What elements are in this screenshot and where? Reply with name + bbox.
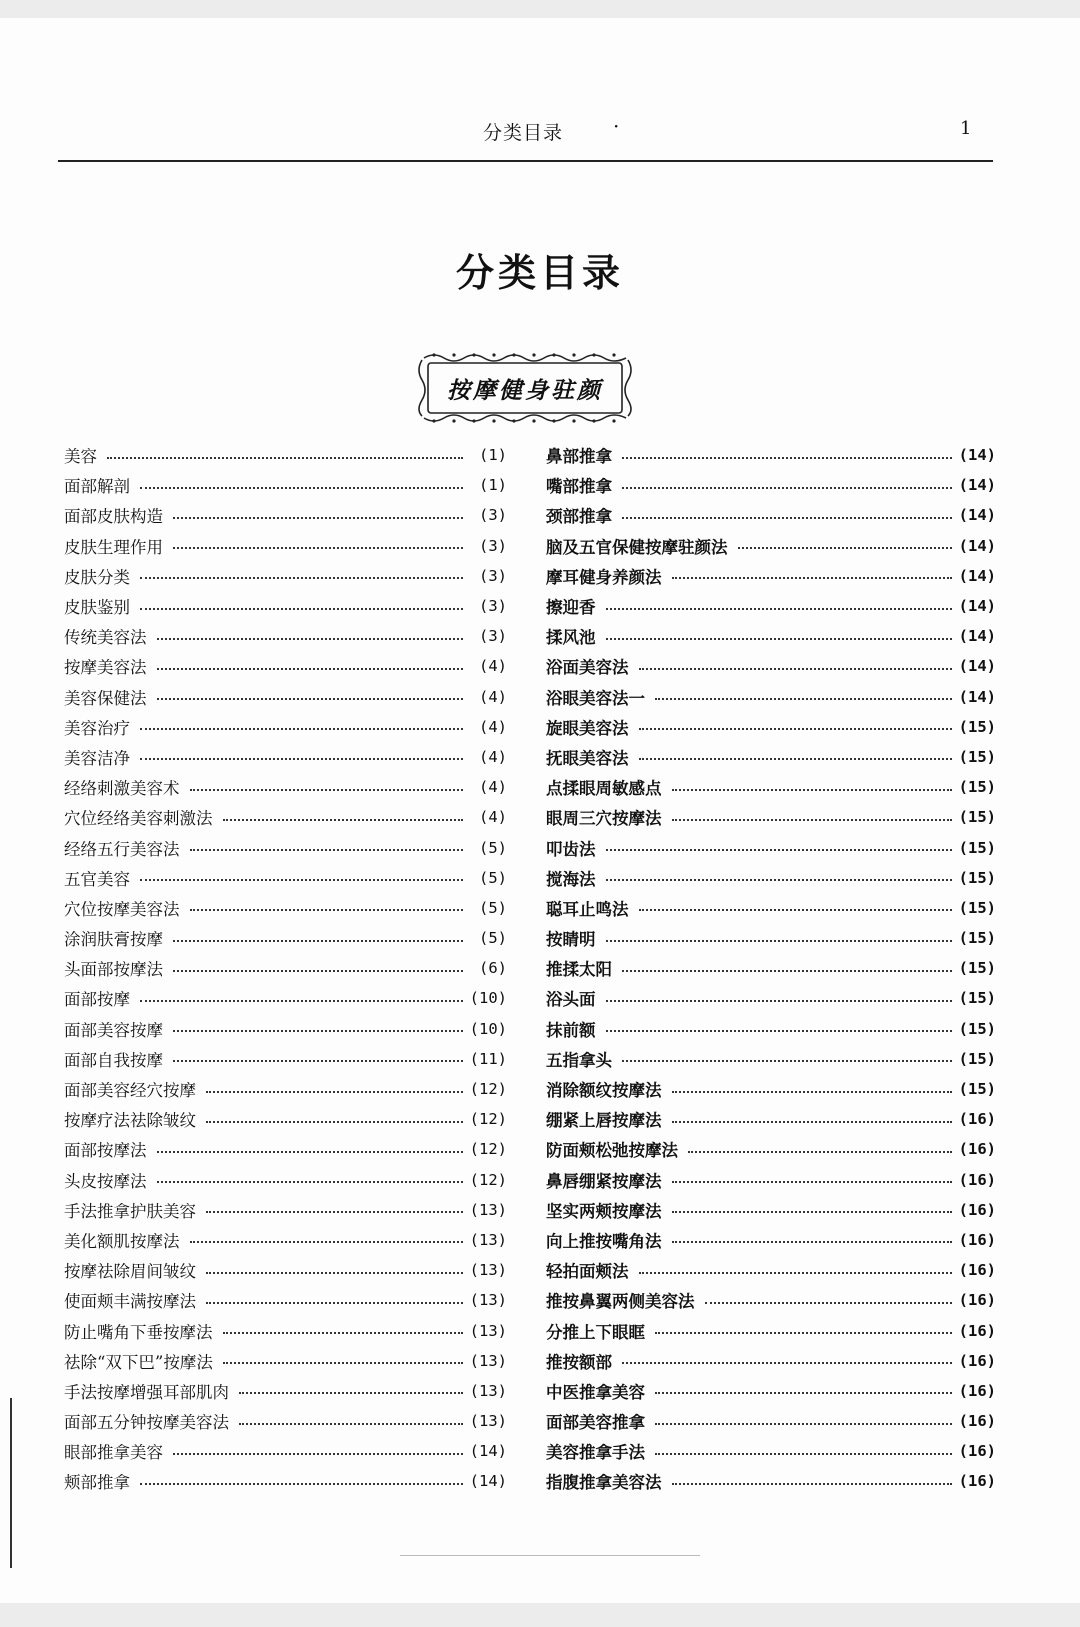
toc-entry-title: 经络刺激美容术 [64, 779, 180, 799]
toc-entry-title: 头皮按摩法 [64, 1171, 147, 1191]
toc-entry-title: 旋眼美容法 [546, 718, 629, 738]
toc-entry-title: 面部美容推拿 [546, 1413, 645, 1433]
dot-leader [206, 1120, 463, 1123]
toc-entry [546, 470, 996, 500]
toc-entry-page: (15) [958, 1080, 996, 1099]
toc-entry-page: (15) [958, 808, 996, 827]
toc-entry [64, 1104, 507, 1134]
toc-entry-page: (16) [958, 1200, 996, 1219]
toc-entry [64, 591, 507, 621]
toc-entry-title: 五指拿头 [546, 1050, 612, 1070]
toc-entry-page: (3) [479, 536, 507, 555]
dot-leader [606, 1029, 953, 1032]
toc-entry-page: (15) [958, 929, 996, 948]
toc-entry-title: 眼部推拿美容 [64, 1443, 163, 1463]
dot-leader [606, 637, 953, 640]
toc-entry [64, 1195, 507, 1225]
toc-entry-page: (3) [479, 566, 507, 585]
toc-entry-title: 揉风池 [546, 628, 596, 648]
toc-entry [546, 1436, 996, 1466]
toc-entry [64, 1014, 507, 1044]
toc-entry-page: (16) [958, 1110, 996, 1129]
toc-entry-title: 面部按摩 [64, 990, 130, 1010]
dot-leader [672, 1482, 953, 1485]
toc-entry-title: 浴头面 [546, 990, 596, 1010]
toc-entry [546, 1074, 996, 1104]
toc-entry-title: 美容治疗 [64, 718, 130, 738]
toc-entry-title: 分推上下眼眶 [546, 1322, 645, 1342]
page-number: 1 [960, 118, 972, 139]
toc-entry-page: (5) [479, 868, 507, 887]
toc-entry-page: (15) [958, 868, 996, 887]
toc-entry [64, 651, 507, 681]
toc-entry [546, 832, 996, 862]
dot-leader [622, 516, 952, 519]
toc-entry [64, 1406, 507, 1436]
dot-leader [140, 999, 463, 1002]
toc-entry-page: (5) [479, 929, 507, 948]
toc-entry [546, 1165, 996, 1195]
toc-entry [64, 923, 507, 953]
toc-entry-page: (15) [958, 989, 996, 1008]
toc-entry-title: 经络五行美容法 [64, 839, 180, 859]
toc-entry [546, 1255, 996, 1285]
toc-entry [64, 1315, 507, 1345]
toc-entry-page: (16) [958, 1230, 996, 1249]
toc-entry [64, 742, 507, 772]
toc-entry-title: 祛除“双下巴”按摩法 [64, 1352, 213, 1372]
toc-entry-title: 美容洁净 [64, 748, 130, 768]
toc-entry [64, 621, 507, 651]
toc-left-column [64, 440, 507, 1497]
toc-entry-title: 按摩祛除眉间皱纹 [64, 1262, 196, 1282]
toc-entry-title: 皮肤鉴别 [64, 598, 130, 618]
toc-entry-page: (12) [469, 1140, 507, 1159]
toc-entry [546, 953, 996, 983]
dot-leader [107, 456, 463, 459]
toc-entry-page: (14) [958, 476, 996, 495]
toc-entry-title: 面部皮肤构造 [64, 507, 163, 527]
dot-leader [223, 818, 464, 821]
toc-entry-title: 按摩疗法祛除皱纹 [64, 1111, 196, 1131]
toc-entry [64, 561, 507, 591]
toc-entry [64, 802, 507, 832]
dot-leader [239, 1422, 463, 1425]
toc-entry-title: 传统美容法 [64, 628, 147, 648]
toc-entry [64, 1134, 507, 1164]
dot-leader [157, 1180, 464, 1183]
toc-entry-page: (16) [958, 1321, 996, 1340]
toc-entry-page: (15) [958, 838, 996, 857]
dot-leader [622, 486, 952, 489]
toc-entry-title: 叩齿法 [546, 839, 596, 859]
dot-leader [672, 1090, 953, 1093]
toc-entry-title: 抹前额 [546, 1020, 596, 1040]
toc-entry-title: 搅海法 [546, 869, 596, 889]
toc-entry-page: (15) [958, 747, 996, 766]
toc-entry [546, 531, 996, 561]
toc-entry [546, 1104, 996, 1134]
toc-entry [546, 802, 996, 832]
toc-entry [64, 953, 507, 983]
toc-entry-title: 眼周三穴按摩法 [546, 809, 662, 829]
dot-leader [655, 1452, 952, 1455]
toc-entry [546, 1466, 996, 1496]
toc-entry-title: 点揉眼周敏感点 [546, 779, 662, 799]
toc-entry [546, 1315, 996, 1345]
dot-leader [157, 667, 464, 670]
toc-entry [546, 1406, 996, 1436]
toc-entry-title: 美容 [64, 447, 97, 467]
toc-entry [546, 591, 996, 621]
toc-entry-page: (14) [469, 1442, 507, 1461]
dot-leader [206, 1301, 463, 1304]
toc-entry-page: (16) [958, 1291, 996, 1310]
toc-entry [546, 440, 996, 470]
toc-entry-title: 美化额肌按摩法 [64, 1231, 180, 1251]
toc-entry [546, 1195, 996, 1225]
dot-leader [173, 1059, 463, 1062]
toc-entry-title: 颈部推拿 [546, 507, 612, 527]
dot-leader [190, 908, 464, 911]
toc-entry [546, 1044, 996, 1074]
toc-entry [546, 682, 996, 712]
toc-entry-page: (14) [958, 627, 996, 646]
dot-leader [140, 576, 463, 579]
dot-leader [655, 1422, 952, 1425]
toc-entry-page: (16) [958, 1170, 996, 1189]
toc-entry-title: 防止嘴角下垂按摩法 [64, 1322, 213, 1342]
toc-entry-page: (14) [958, 687, 996, 706]
toc-entry-title: 穴位按摩美容法 [64, 899, 180, 919]
dot-leader [140, 1482, 463, 1485]
scan-margin-line [10, 1398, 12, 1568]
toc-entry-page: (14) [958, 597, 996, 616]
toc-entry [64, 1346, 507, 1376]
toc-entry-page: (4) [479, 657, 507, 676]
dot-leader [672, 1180, 953, 1183]
toc-entry-title: 鼻部推拿 [546, 447, 612, 467]
dot-leader [705, 1301, 953, 1304]
toc-entry [64, 1376, 507, 1406]
toc-entry-title: 中医推拿美容 [546, 1382, 645, 1402]
dot-leader [173, 516, 463, 519]
toc-entry-page: (13) [469, 1230, 507, 1249]
toc-entry [64, 531, 507, 561]
toc-entry [64, 440, 507, 470]
dot-leader [606, 999, 953, 1002]
toc-entry [546, 621, 996, 651]
toc-entry [64, 712, 507, 742]
dot-leader [173, 1029, 463, 1032]
toc-entry [546, 893, 996, 923]
dot-leader [223, 1331, 464, 1334]
scan-bottom-mark [400, 1555, 700, 1556]
toc-entry-page: (15) [958, 778, 996, 797]
dot-leader [190, 1240, 464, 1243]
toc-entry-title: 穴位经络美容刺激法 [64, 809, 213, 829]
dot-leader [157, 1150, 464, 1153]
toc-entry [546, 1134, 996, 1164]
toc-entry [64, 983, 507, 1013]
toc-entry-page: (4) [479, 717, 507, 736]
dot-leader [639, 727, 953, 730]
toc-entry [546, 923, 996, 953]
dot-leader [206, 1271, 463, 1274]
dot-leader [639, 1271, 953, 1274]
toc-entry [546, 1346, 996, 1376]
header-rule [58, 160, 993, 162]
toc-entry-title: 摩耳健身养颜法 [546, 567, 662, 587]
toc-entry-page: (3) [479, 597, 507, 616]
toc-entry [546, 772, 996, 802]
toc-entry-title: 抚眼美容法 [546, 748, 629, 768]
toc-entry-title: 颊部推拿 [64, 1473, 130, 1493]
toc-entry [64, 500, 507, 530]
toc-entry-title: 面部自我按摩 [64, 1050, 163, 1070]
dot-leader [173, 546, 463, 549]
toc-entry-title: 鼻唇绷紧按摩法 [546, 1171, 662, 1191]
page-title: 分类目录 [455, 251, 624, 295]
toc-entry-title: 向上推按嘴角法 [546, 1231, 662, 1251]
dot-leader [140, 757, 463, 760]
toc-entry-page: (13) [469, 1321, 507, 1340]
toc-entry [546, 500, 996, 530]
dot-leader [622, 1059, 952, 1062]
page-bottom-edge [0, 1603, 1080, 1627]
toc-entry-title: 皮肤生理作用 [64, 537, 163, 557]
toc-entry [546, 1225, 996, 1255]
toc-entry-title: 手法按摩增强耳部肌肉 [64, 1382, 229, 1402]
toc-entry-title: 皮肤分类 [64, 567, 130, 587]
toc-entry-title: 按睛明 [546, 930, 596, 950]
toc-entry [64, 1225, 507, 1255]
dot-leader [190, 848, 464, 851]
toc-entry [64, 893, 507, 923]
toc-entry [546, 983, 996, 1013]
toc-entry-page: (14) [958, 446, 996, 465]
dot-leader [672, 1210, 953, 1213]
dot-leader [655, 1391, 952, 1394]
dot-leader [655, 1331, 952, 1334]
toc-entry-page: (15) [958, 1019, 996, 1038]
toc-entry-title: 坚实两颊按摩法 [546, 1201, 662, 1221]
running-header-title: 分类目录 [483, 122, 564, 144]
dot-leader [157, 637, 464, 640]
toc-entry-page: (13) [469, 1412, 507, 1431]
toc-entry [546, 712, 996, 742]
toc-entry-page: (16) [958, 1442, 996, 1461]
dot-leader [606, 939, 953, 942]
toc-entry-title: 面部解剖 [64, 477, 130, 497]
toc-entry-title: 擦迎香 [546, 598, 596, 618]
toc-entry-page: (15) [958, 1049, 996, 1068]
toc-entry-title: 指腹推拿美容法 [546, 1473, 662, 1493]
toc-entry-title: 面部按摩法 [64, 1141, 147, 1161]
toc-entry-page: (16) [958, 1351, 996, 1370]
dot-leader [639, 757, 953, 760]
toc-entry-page: (13) [469, 1200, 507, 1219]
toc-entry [64, 1436, 507, 1466]
toc-entry-title: 涂润肤膏按摩 [64, 930, 163, 950]
toc-entry [64, 1165, 507, 1195]
toc-entry-title: 脑及五官保健按摩驻颜法 [546, 537, 728, 557]
dot-leader [655, 697, 952, 700]
section-title: 按摩健身驻颜 [447, 377, 603, 404]
toc-entry-page: (12) [469, 1170, 507, 1189]
dot-leader [140, 486, 463, 489]
toc-entry-page: (13) [469, 1351, 507, 1370]
toc-right-column [546, 440, 996, 1497]
toc-entry-page: (15) [958, 898, 996, 917]
toc-entry-title: 面部美容经穴按摩 [64, 1081, 196, 1101]
dot-leader [206, 1210, 463, 1213]
dot-leader [606, 848, 953, 851]
toc-entry-page: (11) [469, 1049, 507, 1068]
toc-entry-page: (16) [958, 1140, 996, 1159]
section-heading-frame [414, 350, 636, 426]
toc-entry [64, 1044, 507, 1074]
toc-entry [546, 561, 996, 591]
toc-entry [64, 832, 507, 862]
toc-entry-page: (15) [958, 959, 996, 978]
toc-entry-title: 轻拍面颊法 [546, 1262, 629, 1282]
toc-entry-page: (14) [958, 506, 996, 525]
toc-entry-page: (13) [469, 1381, 507, 1400]
toc-entry-page: (3) [479, 506, 507, 525]
toc-entry-title: 面部五分钟按摩美容法 [64, 1413, 229, 1433]
toc-entry-title: 美容推拿手法 [546, 1443, 645, 1463]
dot-leader [239, 1391, 463, 1394]
toc-entry-page: (4) [479, 747, 507, 766]
dot-leader [672, 1120, 953, 1123]
toc-entry-title: 五官美容 [64, 869, 130, 889]
toc-entry-page: (5) [479, 838, 507, 857]
dot-leader [672, 788, 953, 791]
toc-entry-page: (3) [479, 627, 507, 646]
toc-entry [64, 772, 507, 802]
toc-entry [546, 742, 996, 772]
toc-entry-page: (1) [479, 476, 507, 495]
toc-entry [546, 651, 996, 681]
toc-entry-title: 头面部按摩法 [64, 960, 163, 980]
toc-entry [64, 1466, 507, 1496]
toc-entry-title: 绷紧上唇按摩法 [546, 1111, 662, 1131]
toc-entry-page: (4) [479, 808, 507, 827]
toc-entry [546, 1376, 996, 1406]
toc-entry [64, 1074, 507, 1104]
toc-entry-page: (16) [958, 1472, 996, 1491]
running-header [58, 106, 993, 146]
toc-entry-page: (16) [958, 1261, 996, 1280]
dot-leader [606, 878, 953, 881]
toc-entry-title: 按摩美容法 [64, 658, 147, 678]
dot-leader [672, 818, 953, 821]
dot-leader [223, 1361, 463, 1364]
toc-entry-page: (5) [479, 898, 507, 917]
dot-leader [672, 576, 953, 579]
dot-leader [639, 908, 953, 911]
toc-entry-title: 推揉太阳 [546, 960, 612, 980]
toc-entry [64, 470, 507, 500]
dot-leader [206, 1090, 463, 1093]
toc-entry-title: 嘴部推拿 [546, 477, 612, 497]
toc-entry-title: 消除额纹按摩法 [546, 1081, 662, 1101]
toc-entry [64, 1285, 507, 1315]
toc-entry [546, 1285, 996, 1315]
dot-leader [622, 969, 952, 972]
toc-entry-page: (10) [469, 989, 507, 1008]
toc-entry-page: (4) [479, 687, 507, 706]
dot-leader [140, 727, 463, 730]
toc-entry [546, 863, 996, 893]
toc-entry-title: 美容保健法 [64, 688, 147, 708]
toc-entry-page: (13) [469, 1291, 507, 1310]
toc-entry-title: 推按额部 [546, 1352, 612, 1372]
dot-leader [622, 1361, 952, 1364]
dot-leader [173, 1452, 463, 1455]
document-page [0, 18, 1080, 1603]
dot-leader [190, 788, 464, 791]
toc-entry [546, 1014, 996, 1044]
toc-entry-title: 聪耳止鸣法 [546, 899, 629, 919]
toc-entry-title: 手法推拿护肤美容 [64, 1201, 196, 1221]
toc-entry [64, 682, 507, 712]
toc-entry-page: (1) [479, 446, 507, 465]
toc-entry-title: 推按鼻翼两侧美容法 [546, 1292, 695, 1312]
toc-entry-page: (14) [469, 1472, 507, 1491]
toc-entry-title: 面部美容按摩 [64, 1020, 163, 1040]
dot-leader [622, 456, 952, 459]
dot-leader [688, 1150, 952, 1153]
running-header-dot: · [613, 114, 620, 138]
toc-entry-page: (12) [469, 1080, 507, 1099]
toc-entry [64, 1255, 507, 1285]
dot-leader [157, 697, 464, 700]
dot-leader [606, 607, 953, 610]
toc-entry-page: (16) [958, 1381, 996, 1400]
dot-leader [140, 607, 463, 610]
toc-entry-page: (14) [958, 657, 996, 676]
toc-entry-title: 浴眼美容法一 [546, 688, 645, 708]
dot-leader [639, 667, 953, 670]
dot-leader [672, 1240, 953, 1243]
dot-leader [173, 969, 463, 972]
toc-entry-page: (15) [958, 717, 996, 736]
toc-entry-page: (14) [958, 566, 996, 585]
toc-entry-page: (6) [479, 959, 507, 978]
toc-entry-page: (14) [958, 536, 996, 555]
dot-leader [173, 939, 463, 942]
toc-entry-page: (10) [469, 1019, 507, 1038]
dot-leader [140, 878, 463, 881]
toc-entry [64, 863, 507, 893]
toc-entry-page: (12) [469, 1110, 507, 1129]
toc-entry-title: 浴面美容法 [546, 658, 629, 678]
toc-entry-page: (13) [469, 1261, 507, 1280]
toc-entry-page: (4) [479, 778, 507, 797]
dot-leader [738, 546, 953, 549]
toc-entry-page: (16) [958, 1412, 996, 1431]
toc-entry-title: 防面颊松弛按摩法 [546, 1141, 678, 1161]
toc-entry-title: 使面颊丰满按摩法 [64, 1292, 196, 1312]
